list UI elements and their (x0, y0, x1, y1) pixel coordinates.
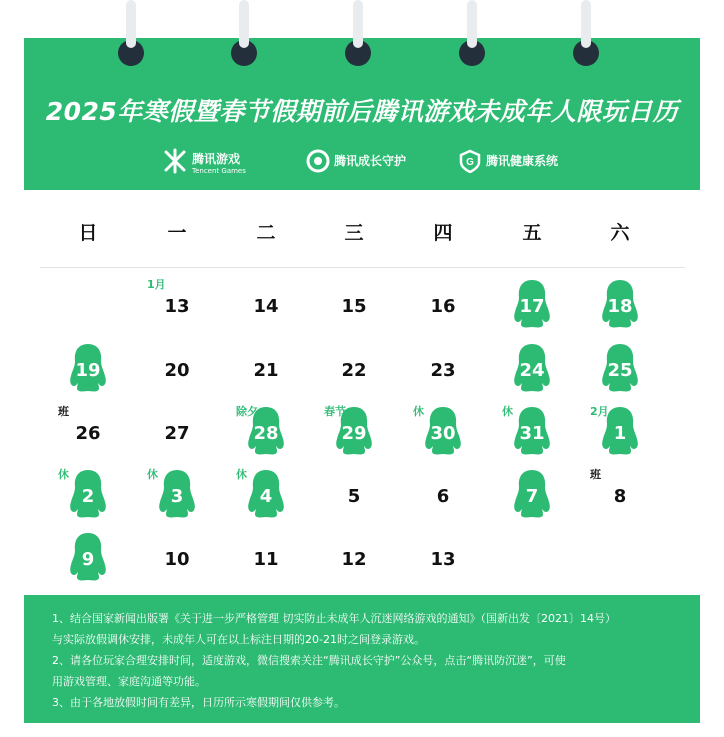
day-number: 13 (430, 549, 456, 570)
day-note: 休 (413, 405, 424, 418)
day-note: 休 (236, 468, 247, 481)
day-number: 5 (347, 486, 361, 507)
day-number: 27 (164, 423, 190, 444)
calendar-day (147, 342, 207, 398)
logo-row (0, 148, 724, 174)
day-number: 1 (613, 423, 627, 444)
page-title: 2025年寒假暨春节假期前后腾讯游戏未成年人限玩日历 (45, 97, 679, 126)
day-note: 班 (590, 468, 601, 481)
calendar-day (324, 278, 384, 334)
day-number: 17 (519, 296, 545, 317)
growth-guard-logo: 腾讯成长守护 (306, 148, 406, 174)
tencent-games-icon (162, 148, 188, 174)
calendar-day (502, 278, 562, 334)
day-number: 30 (430, 423, 456, 444)
weekday-fri: 五 (522, 222, 542, 244)
day-note: 除夕 (236, 405, 258, 418)
growth-guard-icon (306, 149, 330, 173)
day-number: 20 (164, 360, 190, 381)
day-note: 1月 (147, 278, 166, 291)
day-number: 14 (253, 296, 279, 317)
day-number: 7 (525, 486, 539, 507)
calendar-day (413, 468, 473, 524)
calendar-day (147, 405, 207, 461)
day-number: 26 (75, 423, 101, 444)
day-number: 11 (253, 549, 279, 570)
weekday-header (0, 218, 724, 248)
footer-note-line: 3、由于各地放假时间有差异，日历所示寒假期间仅供参考。 (52, 696, 345, 709)
footer-note-line: 2、请各位玩家合理安排时间，适度游戏，微信搜索关注“腾讯成长守护”公众号，点击“腾讯防沉迷”，可使 (52, 654, 566, 667)
calendar-day (236, 342, 296, 398)
calendar-day (324, 468, 384, 524)
health-system-icon (458, 149, 482, 173)
weekday-wed: 三 (344, 222, 364, 244)
day-number: 18 (607, 296, 633, 317)
calendar-day (413, 342, 473, 398)
footer-note-line: 1、结合国家新闻出版署《关于进一步严格管理 切实防止未成年人沉迷网络游戏的通知》（国新出发〔2021〕14号） (52, 612, 616, 625)
day-number: 21 (253, 360, 279, 381)
day-number: 25 (607, 360, 633, 381)
day-number: 12 (341, 549, 367, 570)
calendar-day (58, 342, 118, 398)
binder-ring (124, 0, 138, 62)
day-number: 8 (613, 486, 627, 507)
footer-note-line: 用游戏管理、家庭沟通等功能。 (52, 675, 206, 688)
day-number: 6 (436, 486, 450, 507)
weekday-tue: 二 (256, 222, 276, 244)
calendar-day (58, 531, 118, 587)
calendar-day (502, 342, 562, 398)
binder-ring (351, 0, 365, 62)
day-number: 3 (170, 486, 184, 507)
health-system-logo: G 腾讯健康系统 (458, 148, 558, 174)
binder-ring (579, 0, 593, 62)
weekday-sat: 六 (610, 222, 630, 244)
calendar-day (413, 278, 473, 334)
day-number: 15 (341, 296, 367, 317)
calendar-day (502, 468, 562, 524)
day-number: 23 (430, 360, 456, 381)
day-number: 13 (164, 296, 190, 317)
day-number: 16 (430, 296, 456, 317)
day-note: 休 (502, 405, 513, 418)
day-number: 19 (75, 360, 101, 381)
day-number: 29 (341, 423, 367, 444)
calendar-day (236, 278, 296, 334)
day-note: 春节 (324, 405, 346, 418)
day-number: 24 (519, 360, 545, 381)
day-number: 10 (164, 549, 190, 570)
day-note: 班 (58, 405, 69, 418)
weekday-sun: 日 (78, 222, 98, 244)
svg-text:G: G (466, 157, 474, 168)
day-note: 2月 (590, 405, 609, 418)
day-note: 休 (58, 468, 69, 481)
footer-note-line: 与实际放假调休安排，未成年人可在以上标注日期的20-21时之间登录游戏。 (52, 633, 425, 646)
divider (40, 267, 685, 268)
day-note: 休 (147, 468, 158, 481)
calendar-day (324, 531, 384, 587)
calendar-day (147, 531, 207, 587)
weekday-thu: 四 (433, 222, 453, 244)
day-number: 9 (81, 549, 95, 570)
day-number: 22 (341, 360, 367, 381)
calendar-day (324, 342, 384, 398)
calendar-day (413, 531, 473, 587)
binder-ring (237, 0, 251, 62)
footer-notes (24, 595, 700, 723)
calendar-day (590, 278, 650, 334)
day-number: 31 (519, 423, 545, 444)
calendar-day (236, 531, 296, 587)
weekday-mon: 一 (167, 222, 187, 244)
day-number: 4 (259, 486, 273, 507)
tencent-games-logo: 腾讯游戏 Tencent Games (162, 148, 246, 174)
calendar-day (590, 342, 650, 398)
day-number: 28 (253, 423, 279, 444)
day-number: 2 (81, 486, 95, 507)
binder-ring (465, 0, 479, 62)
